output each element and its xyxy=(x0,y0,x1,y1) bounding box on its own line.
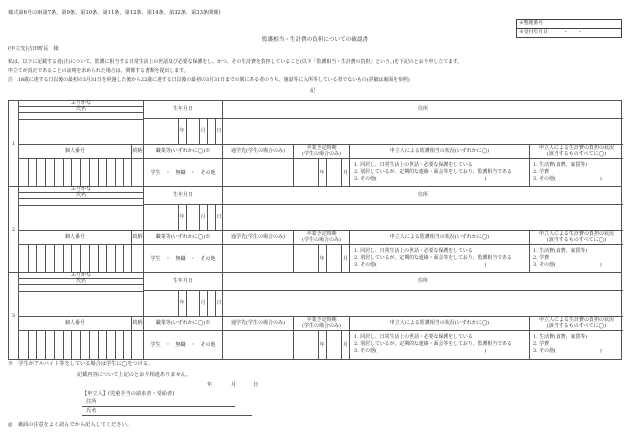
personal-number-input[interactable] xyxy=(19,159,131,187)
graduation-year-label: 年 xyxy=(319,341,325,348)
relation-input[interactable] xyxy=(131,159,143,187)
date-month-label: 月 xyxy=(231,382,237,388)
living-option-1[interactable]: 1. 生活費(食費、家賃等) xyxy=(533,162,588,168)
birth-month-label: 月 xyxy=(200,128,206,135)
student-note: ※ 学生がアルバイト等をしている場合は学生に◯をつける。 xyxy=(8,361,154,367)
graduation-label xyxy=(293,144,349,159)
applicant-label: 【申立人】(児童手当の請求者・受給者) xyxy=(82,391,175,397)
furigana-label: ふりがな xyxy=(19,101,143,107)
note-text: 注 18歳に達する日以後の最初の3月31日を経過した後から22歳に達する日以後の最初の3月31日までの間にある者のうち、施設等に入所等している者でないもの(詳細は裏面を参照) xyxy=(8,77,410,83)
document-title: 監護相当・生計費の負担についての確認書 xyxy=(261,37,369,43)
graduation-label-line1: 卒業予定時期 xyxy=(306,144,337,151)
graduation-label-line2: (学生の場合のみ) xyxy=(302,151,341,157)
custody-options[interactable] xyxy=(349,245,529,273)
graduation-input[interactable] xyxy=(293,331,349,359)
row-number: 1 xyxy=(9,101,19,188)
name-label: 氏名 xyxy=(19,279,143,285)
relation-label: 続柄 xyxy=(131,144,143,159)
occupation-options[interactable]: 学生 ・ 無職 ・ その他 xyxy=(143,331,222,359)
furigana-input[interactable] xyxy=(19,113,143,120)
address-input[interactable] xyxy=(222,119,623,144)
applicant-name-label: 氏名 xyxy=(86,408,97,414)
living-option-2[interactable]: 2. 学費 xyxy=(533,255,550,261)
birth-date-label: 生年月日 xyxy=(143,101,222,119)
graduation-label-line1: 卒業予定時期 xyxy=(306,230,337,237)
relation-input[interactable] xyxy=(131,331,143,359)
birth-date-label: 生年月日 xyxy=(143,187,222,205)
living-option-1[interactable]: 1. 生活費(食費、家賃等) xyxy=(533,334,588,340)
custody-option-1[interactable]: 1. 同居し、日常生活上の世話・必要な保護をしている xyxy=(354,162,473,168)
graduation-input[interactable] xyxy=(293,159,349,187)
graduation-year-label: 年 xyxy=(319,169,325,176)
birth-day-label: 日 xyxy=(216,128,222,135)
custody-option-3[interactable]: 3. その他( ) xyxy=(354,176,487,182)
living-cost-options[interactable] xyxy=(529,245,623,273)
occupation-options[interactable]: 学生 ・ 無職 ・ その他 xyxy=(143,245,222,273)
custody-option-3[interactable]: 3. その他( ) xyxy=(354,262,487,268)
birth-date-input[interactable] xyxy=(143,119,222,144)
living-cost-label xyxy=(529,144,623,159)
furigana-input[interactable] xyxy=(19,199,143,206)
living-cost-label-line2: (該当するものすべてに◯) xyxy=(546,323,607,329)
graduation-month-label: 月 xyxy=(342,169,348,176)
living-cost-label-line2: (該当するものすべてに◯) xyxy=(546,237,607,243)
occupation-label: 職業等(いずれかに◯)※ xyxy=(143,230,222,245)
furigana-label: ふりがな xyxy=(19,187,143,193)
school-label: 通学先(学生の場合のみ) xyxy=(222,316,293,331)
name-input[interactable] xyxy=(19,120,143,144)
living-cost-options[interactable] xyxy=(529,331,623,359)
furigana-input[interactable] xyxy=(19,285,143,292)
custody-option-1[interactable]: 1. 同居し、日常生活上の世話・必要な保護をしている xyxy=(354,248,473,254)
living-option-2[interactable]: 2. 学費 xyxy=(533,169,550,175)
reference-number-field[interactable]: ※整理番号 xyxy=(517,20,622,29)
name-input[interactable] xyxy=(19,206,143,230)
living-cost-label xyxy=(529,230,623,245)
living-option-3[interactable]: 3. その他( ) xyxy=(533,348,602,354)
living-cost-label xyxy=(529,316,623,331)
name-label: 氏名 xyxy=(19,193,143,199)
addressee: (申立先)吉田町長 様 xyxy=(8,46,59,52)
living-option-3[interactable]: 3. その他( ) xyxy=(533,262,602,268)
custody-label: 申立人による監護相当の状況(いずれかに◯) xyxy=(349,144,529,159)
custody-option-3[interactable]: 3. その他( ) xyxy=(354,348,487,354)
occupation-options[interactable]: 学生 ・ 無職 ・ その他 xyxy=(143,159,222,187)
relation-label: 続柄 xyxy=(131,230,143,245)
personal-number-label: 個人番号 xyxy=(19,316,131,331)
living-cost-label-line1: 申立人による生計費の負担の状況 xyxy=(538,144,614,151)
address-input[interactable] xyxy=(222,205,623,230)
personal-number-input[interactable] xyxy=(19,331,131,359)
occupation-label: 職業等(いずれかに◯)※ xyxy=(143,316,222,331)
applicant-address-line[interactable] xyxy=(82,406,235,407)
birth-year-label: 年 xyxy=(179,214,185,221)
date-day-label: 日 xyxy=(253,382,259,388)
living-cost-options[interactable] xyxy=(529,159,623,187)
living-option-2[interactable]: 2. 学費 xyxy=(533,341,550,347)
name-label: 氏名 xyxy=(19,107,143,113)
personal-number-label: 個人番号 xyxy=(19,230,131,245)
custody-options[interactable] xyxy=(349,159,529,187)
birth-date-input[interactable] xyxy=(143,291,222,316)
graduation-year-label: 年 xyxy=(319,255,325,262)
living-option-1[interactable]: 1. 生活費(食費、家賃等) xyxy=(533,248,588,254)
relation-input[interactable] xyxy=(131,245,143,273)
ki-marker: 記 xyxy=(310,88,316,94)
birth-year-label: 年 xyxy=(179,300,185,307)
birth-day-label: 日 xyxy=(216,300,222,307)
furigana-label: ふりがな xyxy=(19,273,143,279)
school-label: 通学先(学生の場合のみ) xyxy=(222,144,293,159)
occupation-label: 職業等(いずれかに◯)※ xyxy=(143,144,222,159)
form-id: 様式第6号の9(第7条、第9条、第10条、第11条、第12条、第14条、第32条、第33条関係) xyxy=(8,10,221,16)
living-option-3[interactable]: 3. その他( ) xyxy=(533,176,602,182)
graduation-input[interactable] xyxy=(293,245,349,273)
graduation-label-line2: (学生の場合のみ) xyxy=(302,237,341,243)
graduation-label-line1: 卒業予定時期 xyxy=(306,316,337,323)
living-cost-label-line1: 申立人による生計費の負担の状況 xyxy=(538,316,614,323)
school-label: 通学先(学生の場合のみ) xyxy=(222,230,293,245)
living-cost-label-line1: 申立人による生計費の負担の状況 xyxy=(538,230,614,237)
row-number: 2 xyxy=(9,187,19,273)
school-input[interactable] xyxy=(222,159,293,187)
graduation-label xyxy=(293,316,349,331)
reception-date-label: ※受付年月日 xyxy=(519,30,548,35)
custody-option-2[interactable]: 2. 別居しているが、定期的な連絡・面会等をしており、監護相当である xyxy=(354,169,512,175)
custody-option-1[interactable]: 1. 同居し、日常生活上の世話・必要な保護をしている xyxy=(354,334,473,340)
applicant-name-line[interactable] xyxy=(82,415,252,416)
graduation-label-line2: (学生の場合のみ) xyxy=(302,323,341,329)
personal-number-label: 個人番号 xyxy=(19,144,131,159)
back-side-note: ◎ 裏面の注意をよく読んでから記入してください。 xyxy=(8,422,132,428)
graduation-month-label: 月 xyxy=(342,255,348,262)
person-section-1 xyxy=(8,100,622,187)
reception-date-dots: ・ ・ xyxy=(563,30,583,35)
school-input[interactable] xyxy=(222,245,293,273)
applicant-address-label: 住所 xyxy=(86,399,97,405)
proof-text: 申立てが真正であることの証明を求められた場合は、関係する書類を提出します。 xyxy=(8,68,189,74)
confirmation-text: 記載内容について上記のとおり相違ありません。 xyxy=(77,372,192,378)
graduation-month-label: 月 xyxy=(342,341,348,348)
reference-box xyxy=(516,19,622,38)
graduation-label xyxy=(293,230,349,245)
living-cost-label-line2: (該当するものすべてに◯) xyxy=(546,151,607,157)
custody-label: 申立人による監護相当の状況(いずれかに◯) xyxy=(349,230,529,245)
date-year-label: 年 xyxy=(207,382,213,388)
reception-date-field[interactable] xyxy=(517,29,622,38)
birth-month-label: 月 xyxy=(200,214,206,221)
custody-option-2[interactable]: 2. 別居しているが、定期的な連絡・面会等をしており、監護相当である xyxy=(354,255,512,261)
custody-label: 申立人による監護相当の状況(いずれかに◯) xyxy=(349,316,529,331)
birth-date-input[interactable] xyxy=(143,205,222,230)
person-section-3 xyxy=(8,273,622,360)
address-label: 住所 xyxy=(222,187,623,205)
declaration-text: 私は、以下に記載する者(注)について、監護に相当する日常生活上の世話及び必要な保護をし、かつ、その生計費を負担していること(以下「監護相当・生計費の負担」という。)を下記のとおり申し立てます。 xyxy=(8,59,463,65)
row-number: 3 xyxy=(9,273,19,360)
birth-year-label: 年 xyxy=(179,128,185,135)
custody-options[interactable] xyxy=(349,331,529,359)
birth-month-label: 月 xyxy=(200,300,206,307)
custody-option-2[interactable]: 2. 別居しているが、定期的な連絡・面会等をしており、監護相当である xyxy=(354,341,512,347)
address-label: 住所 xyxy=(222,101,623,119)
address-input[interactable] xyxy=(222,291,623,316)
name-input[interactable] xyxy=(19,292,143,316)
birth-day-label: 日 xyxy=(216,214,222,221)
school-input[interactable] xyxy=(222,331,293,359)
personal-number-input[interactable] xyxy=(19,245,131,273)
person-section-2 xyxy=(8,187,622,273)
address-label: 住所 xyxy=(222,273,623,291)
birth-date-label: 生年月日 xyxy=(143,273,222,291)
relation-label: 続柄 xyxy=(131,316,143,331)
